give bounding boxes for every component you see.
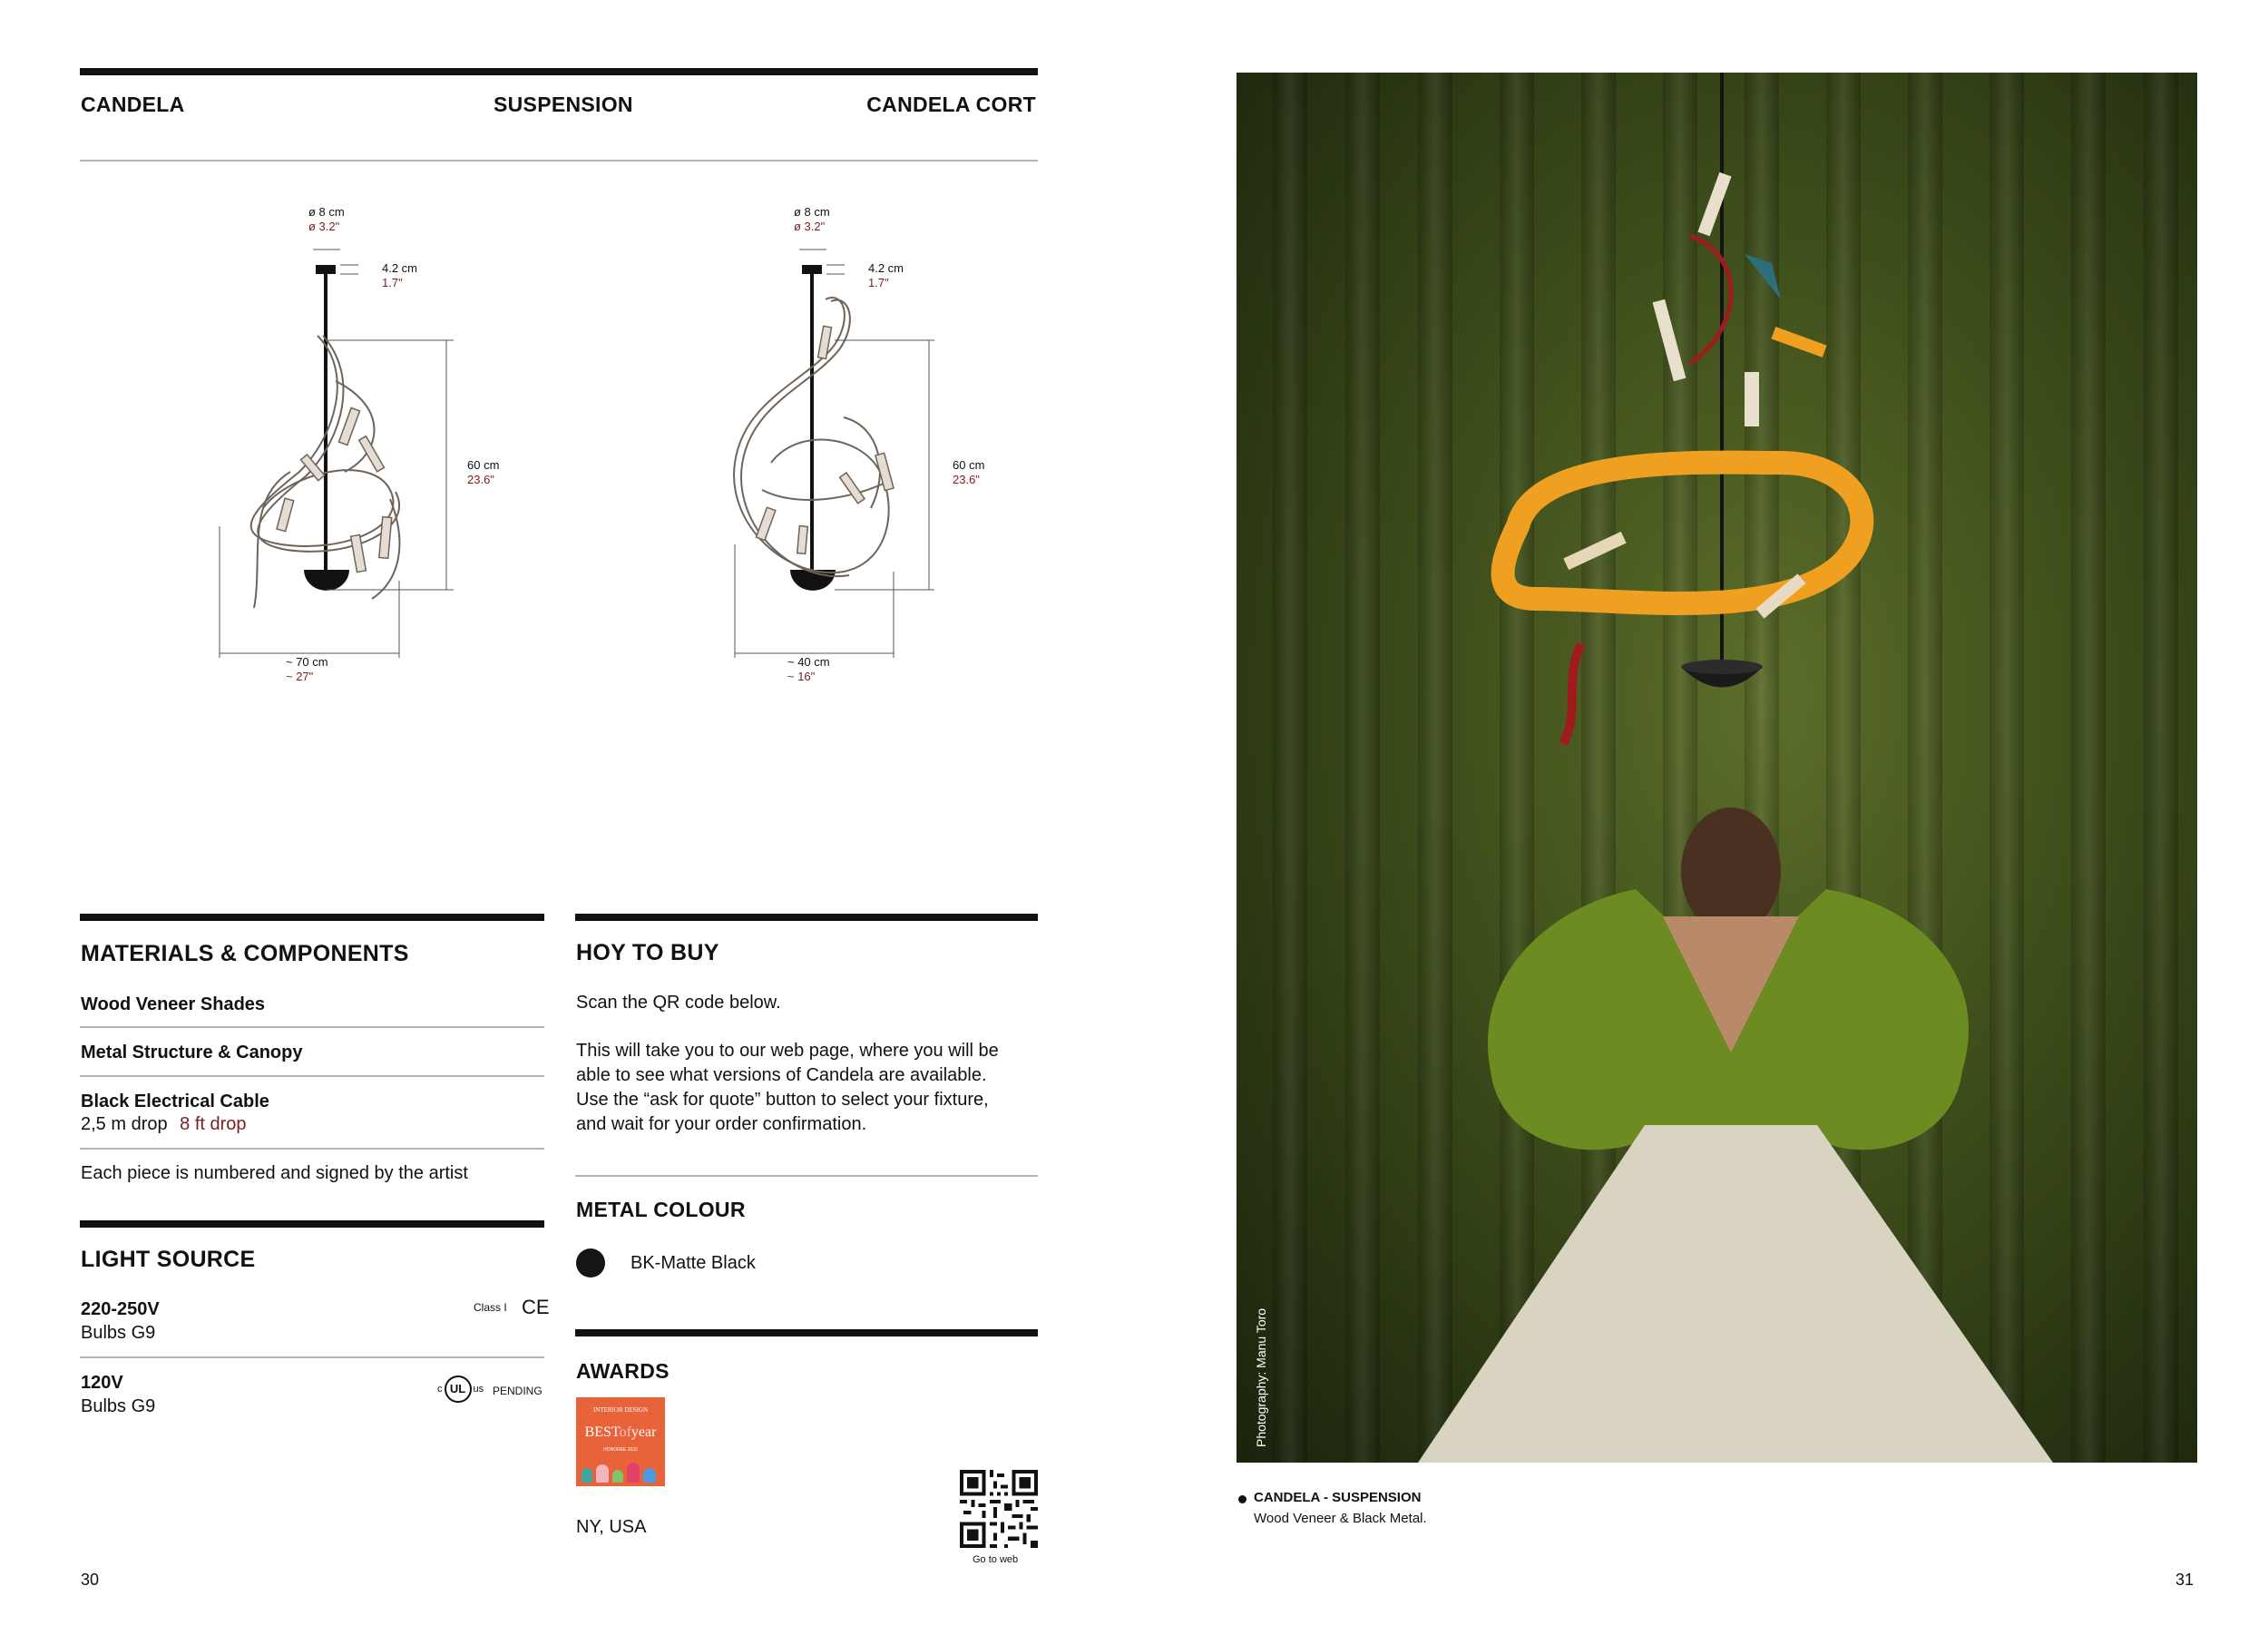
how-to-buy-body	[576, 1039, 999, 1137]
drawing1-width-cm: ~ 70 cm	[286, 655, 328, 669]
caption-subtitle: Wood Veneer & Black Metal.	[1254, 1511, 1427, 1526]
metal-colour-title: METAL COLOUR	[576, 1198, 746, 1221]
material-item-structure: Metal Structure & Canopy	[81, 1043, 303, 1062]
materials-rule	[80, 914, 544, 921]
drawing2-canopy-height-cm: 4.2 cm	[868, 261, 904, 275]
award-badge-sub: HONOREE 2022	[603, 1447, 638, 1453]
ul-mark-us: us	[473, 1384, 484, 1395]
drawing2-canopy-height	[868, 261, 904, 290]
metal-colour-swatch	[576, 1248, 605, 1278]
page-number-right: 31	[2175, 1571, 2195, 1589]
award-best: BEST	[584, 1425, 620, 1440]
voltage-120: 120V	[81, 1373, 123, 1393]
award-location: NY, USA	[576, 1517, 647, 1537]
voltage-220-bulbs: Bulbs G9	[81, 1323, 156, 1343]
drawing2-width-cm: ~ 40 cm	[787, 655, 830, 669]
drawing2-height	[953, 458, 984, 487]
drawing2-width-in: ~ 16"	[787, 670, 816, 683]
cable-drop-imperial: 8 ft drop	[180, 1114, 247, 1134]
award-year: year	[631, 1425, 657, 1440]
materials-note: Each piece is numbered and signed by the artist	[81, 1163, 468, 1183]
awards-rule	[575, 1329, 1038, 1336]
drawing1-height-cm: 60 cm	[467, 458, 500, 472]
drawing1-height-in: 23.6"	[467, 473, 494, 486]
caption-bullet	[1238, 1495, 1246, 1503]
drawing1-canopy-height-cm: 4.2 cm	[382, 261, 418, 275]
ce-mark-icon: CE	[522, 1296, 550, 1318]
how-to-buy-title: HOY TO BUY	[576, 940, 719, 965]
drawing1-height	[467, 458, 499, 487]
ul-mark-icon	[437, 1376, 484, 1403]
award-badge-title	[576, 1425, 665, 1441]
technical-drawing-candela	[209, 200, 535, 690]
qr-code[interactable]	[960, 1470, 1038, 1548]
materials-title: MATERIALS & COMPONENTS	[81, 941, 409, 966]
drawing2-width	[787, 655, 830, 684]
voltage-220: 220-250V	[81, 1299, 160, 1319]
light-source-rule	[80, 1220, 544, 1228]
class-label: Class I	[474, 1301, 507, 1314]
metal-colour-label: BK-Matte Black	[631, 1253, 756, 1273]
top-rule	[80, 68, 1038, 75]
ul-mark-circle: UL	[445, 1376, 472, 1403]
header-variant: CANDELA CORT	[866, 93, 1036, 116]
drawing2-canopy-diameter-cm: ø 8 cm	[794, 205, 830, 219]
caption-title: CANDELA - SUSPENSION	[1254, 1490, 1422, 1505]
drawing2-canopy-diameter-in: ø 3.2"	[794, 220, 826, 233]
header-product: CANDELA	[81, 93, 185, 116]
header-type: SUSPENSION	[494, 93, 633, 116]
cable-drop	[81, 1112, 247, 1137]
drawing1-canopy-diameter-in: ø 3.2"	[308, 220, 340, 233]
drawing2-canopy-height-in: 1.7"	[868, 276, 889, 289]
light-source-divider	[80, 1356, 544, 1358]
drawing1-width	[286, 655, 328, 684]
drawing1-canopy-height	[382, 261, 417, 290]
awards-title: AWARDS	[576, 1359, 670, 1383]
drawing1-canopy-height-in: 1.7"	[382, 276, 403, 289]
drawing1-canopy-diameter	[308, 205, 345, 234]
light-source-title: LIGHT SOURCE	[81, 1247, 256, 1272]
hero-photo	[1237, 73, 2197, 1463]
award-badge-top: INTERIOR DESIGN	[592, 1406, 649, 1414]
drawing2-height-cm: 60 cm	[953, 458, 985, 472]
materials-divider-3	[80, 1148, 544, 1150]
drawing2-canopy-diameter	[794, 205, 830, 234]
materials-divider-1	[80, 1026, 544, 1028]
ul-mark-c: c	[437, 1384, 443, 1395]
drawing2-height-in: 23.6"	[953, 473, 980, 486]
award-of: of	[619, 1425, 631, 1440]
drawing1-canopy-diameter-cm: ø 8 cm	[308, 205, 345, 219]
how-to-buy-line-2: able to see what versions of Candela are available.	[576, 1065, 987, 1085]
photo-credit: Photography: Manu Toro	[1254, 1307, 1268, 1447]
materials-divider-2	[80, 1075, 544, 1077]
header-divider	[80, 160, 1038, 162]
voltage-120-bulbs: Bulbs G9	[81, 1396, 156, 1416]
how-to-buy-line-4: and wait for your order confirmation.	[576, 1114, 867, 1134]
award-badge-logo	[576, 1397, 665, 1486]
material-item-cable: Black Electrical Cable	[81, 1092, 269, 1111]
how-to-buy-rule	[575, 914, 1038, 921]
material-item-shades: Wood Veneer Shades	[81, 994, 266, 1014]
how-to-buy-divider	[575, 1175, 1038, 1177]
ul-pending: PENDING	[493, 1385, 543, 1397]
drawing1-width-in: ~ 27"	[286, 670, 314, 683]
how-to-buy-intro: Scan the QR code below.	[576, 993, 781, 1013]
cable-drop-metric: 2,5 m drop	[81, 1114, 168, 1134]
how-to-buy-line-3: Use the “ask for quote” button to select your fixture,	[576, 1090, 989, 1110]
qr-caption: Go to web	[973, 1554, 1019, 1565]
page-number-left: 30	[81, 1571, 100, 1589]
how-to-buy-line-1: This will take you to our web page, where you will be	[576, 1041, 999, 1061]
